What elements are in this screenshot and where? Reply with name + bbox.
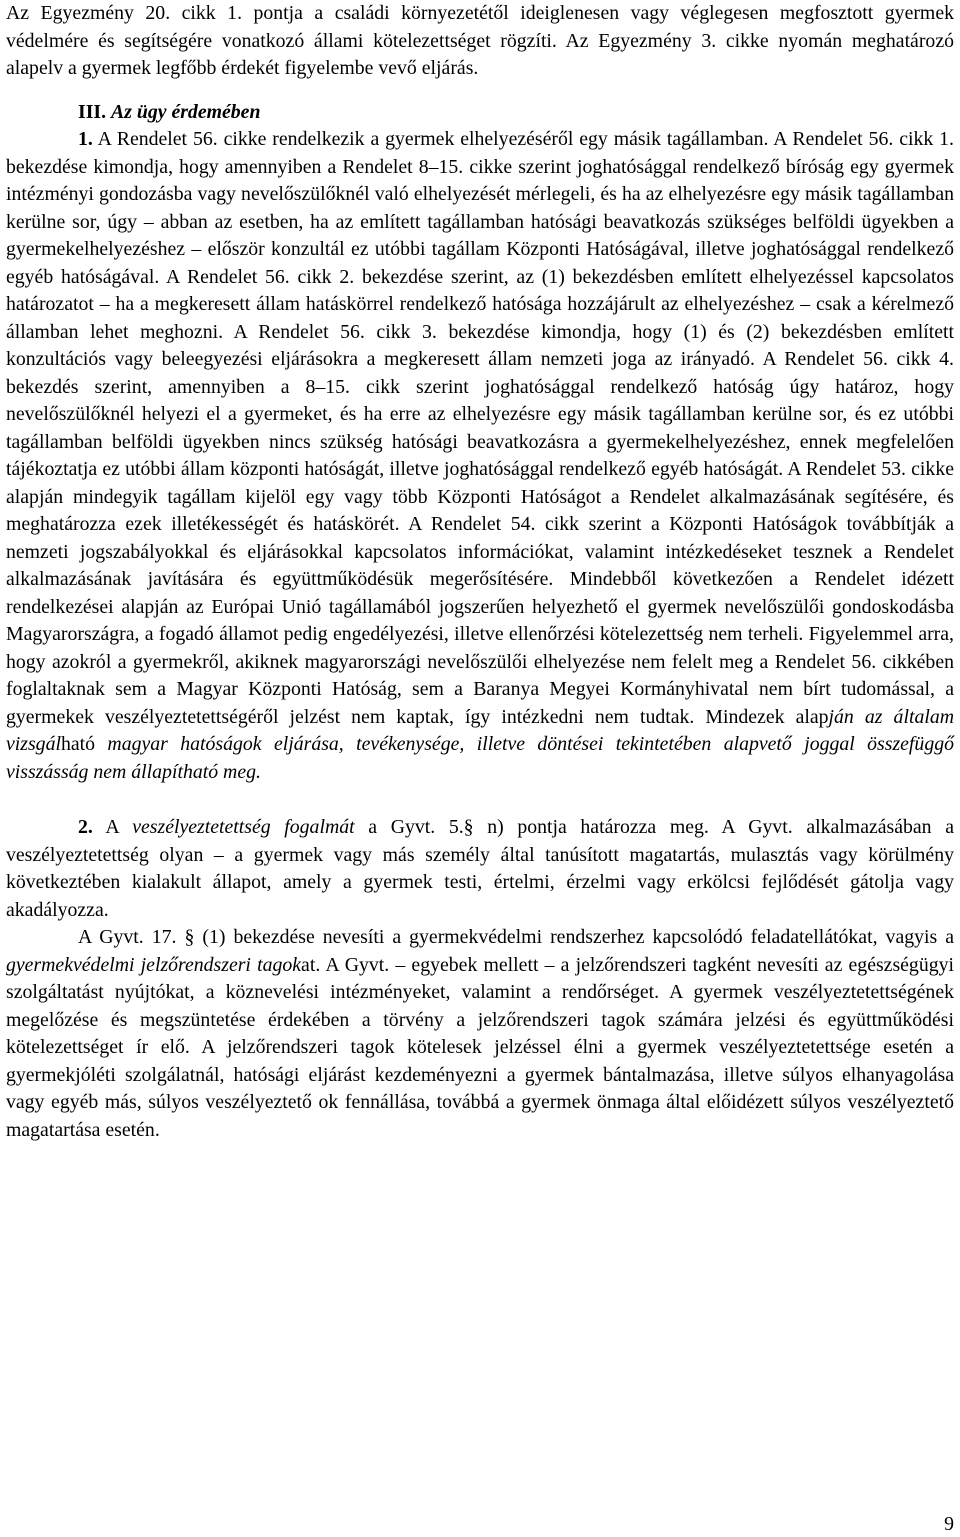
paragraph-2-text-a: A (92, 816, 133, 838)
paragraph-3-italic: gyermekvédelmi jelzőrendszeri tagok (6, 953, 302, 976)
section-number: III. (78, 100, 107, 123)
paragraph-1-italic-a: ján az általam vizsgál (6, 705, 955, 755)
paragraph-3 (6, 924, 954, 1144)
paragraph-2-italic: veszélyeztetettség fogalmát (132, 816, 355, 838)
paragraph-1 (6, 126, 954, 786)
page-number: 9 (944, 1513, 954, 1535)
paragraph-2-number: 2. (78, 816, 93, 838)
paragraph-1-number: 1. (78, 128, 93, 150)
document-page (6, 0, 954, 1144)
section-title: Az ügy érdemében (111, 100, 261, 123)
paragraph-2 (6, 814, 954, 924)
paragraph-1-plain-b: ható (60, 733, 96, 755)
paragraph-intro: Az Egyezmény 20. cikk 1. pontja a családi környezetétől ideiglenesen vagy véglegesen megfosztott gyermek védelmére és segítségére vonatkozó állami kötelezettséget rögzíti. Az Egyezmény 3. cikke nyomán meghatározó alapelv a gyermek legfőbb érdekét figyelembe vevő eljárás. (6, 2, 954, 79)
section-heading (6, 99, 954, 127)
paragraph-3-text-b: at. A Gyvt. – egyebek mellett – a jelzőrendszeri tagként nevesíti az egészségügyi szolgáltatást nyújtókat, a köznevelési intézményeket, valamint a rendőrséget. A gyermek veszélyeztetettségének megelőzése és megszüntetése érdekében a törvény a jelzőrendszeri tagok számára jelzési és együttműködési kötelezettséget ír elő. A jelzőrendszeri tagok kötelesek jelzéssel élni a gyermek veszélyeztetettsége esetén a gyermekjóléti szolgálatnál, hatósági eljárást kezdeményezni a gyermek bántalmazása, illetve súlyos elhanyagolása vagy egyéb más, súlyos veszélyeztető ok fennállása, továbbá a gyermek önmaga által előidézett súlyos veszélyeztető magatartása esetén. (6, 953, 954, 1141)
paragraph-2-text-b: a Gyvt. 5.§ n) pontja határozza meg. A Gyvt. alkalmazásában a veszélyeztetettség olyan – a gyermek vagy más személy által tanúsított magatartás, mulasztás vagy körülmény következtében kialakult állapot, amely a gyermek testi, értelmi, érzelmi vagy erkölcsi fejlődését gátolja vagy akadályozza. (6, 816, 954, 921)
paragraph-1-text: A Rendelet 56. cikke rendelkezik a gyermek elhelyezéséről egy másik tagállamban. A Rendelet 56. cikk 1. bekezdése kimondja, hogy amennyiben a Rendelet 8–15. cikke szerint joghatósággal rendelkező bíróság egy gyermek intézményi gondozásba vagy nevelőszülőknél való elhelyezését mérlegeli, és ha az elhelyezésre egy másik tagállamban kerülne sor, úgy – abban az esetben, ha az említett tagállamban hatósági beavatkozás szükséges belföldi ügyekben a gyermekelhelyezéshez – először konzultál ez utóbbi tagállam Központi Hatóságával, illetve joghatósággal rendelkező egyéb hatóságával. A Rendelet 56. cikk 2. bekezdése szerint, az (1) bekezdésben említett elhelyezéssel kapcsolatos határozatot – ha a megkeresett állam hatáskörrel rendelkező hatósága hozzájárult az elhelyezéshez – csak a kérelmező államban lehet meghozni. A Rendelet 56. cikk 3. bekezdése kimondja, hogy (1) és (2) bekezdésben említett konzultációs vagy beleegyezési eljárásokra a megkeresett állam nemzeti joga az irányadó. A Rendelet 56. cikk 4. bekezdés szerint, amennyiben a 8–15. cikk szerint joghatósággal rendelkező hatóság úgy határoz, hogy nevelőszülőknél helyezi el a gyermeket, és ha erre az elhelyezésre egy másik tagállamban kerülne sor, és ez utóbbi tagállamban belföldi ügyekben nincs szükség hatósági beavatkozásra a gyermekelhelyezéshez, ennek megfelelően tájékoztatja ez utóbbi állam központi hatóságát, illetve joghatósággal rendelkező egyéb hatóságát. A Rendelet 53. cikke alapján mindegyik tagállam kijelöl egy vagy több Központi Hatóságot a Rendelet alkalmazásának segítésére, és meghatározza ezek illetékességét és hatáskörét. A Rendelet 54. cikk szerint a Központi Hatóságok továbbítják a nemzeti jogszabályokkal és eljárásokkal kapcsolatos információkat, valamint intézkedéseket tesznek a Rendelet alkalmazásának javítására és együttműködésük megerősítésére. Mindebből következően a Rendelet idézett rendelkezései alapján az Európai Unió tagállamából jogszerűen helyezhető el gyermek nevelőszülői gondoskodásba Magyarországra, a fogadó államot pedig engedélyezési, illetve ellenőrzési kötelezettség nem terheli. Figyelemmel arra, hogy azokról a gyermekről, akiknek magyarországi nevelőszülői elhelyezése nem felelt meg a Rendelet 56. cikkében foglaltaknak sem a Magyar Központi Hatóság, sem a Baranya Megyei Kormányhivatal nem bírt tudomással, a gyermekek veszélyeztetettségéről jelzést nem kaptak, így intézkedni nem tudtak. Mindezek alap (6, 128, 954, 728)
paragraph-3-text-a: A Gyvt. 17. § (1) bekezdése nevesíti a gyermekvédelmi rendszerhez kapcsolódó feladatellátókat, vagyis a (78, 926, 954, 948)
paragraph-1-italic-c: magyar hatóságok eljárása, tevékenysége, illetve döntései tekintetében alapvető joggal összefüggő visszásság nem állapítható meg. (6, 733, 954, 783)
